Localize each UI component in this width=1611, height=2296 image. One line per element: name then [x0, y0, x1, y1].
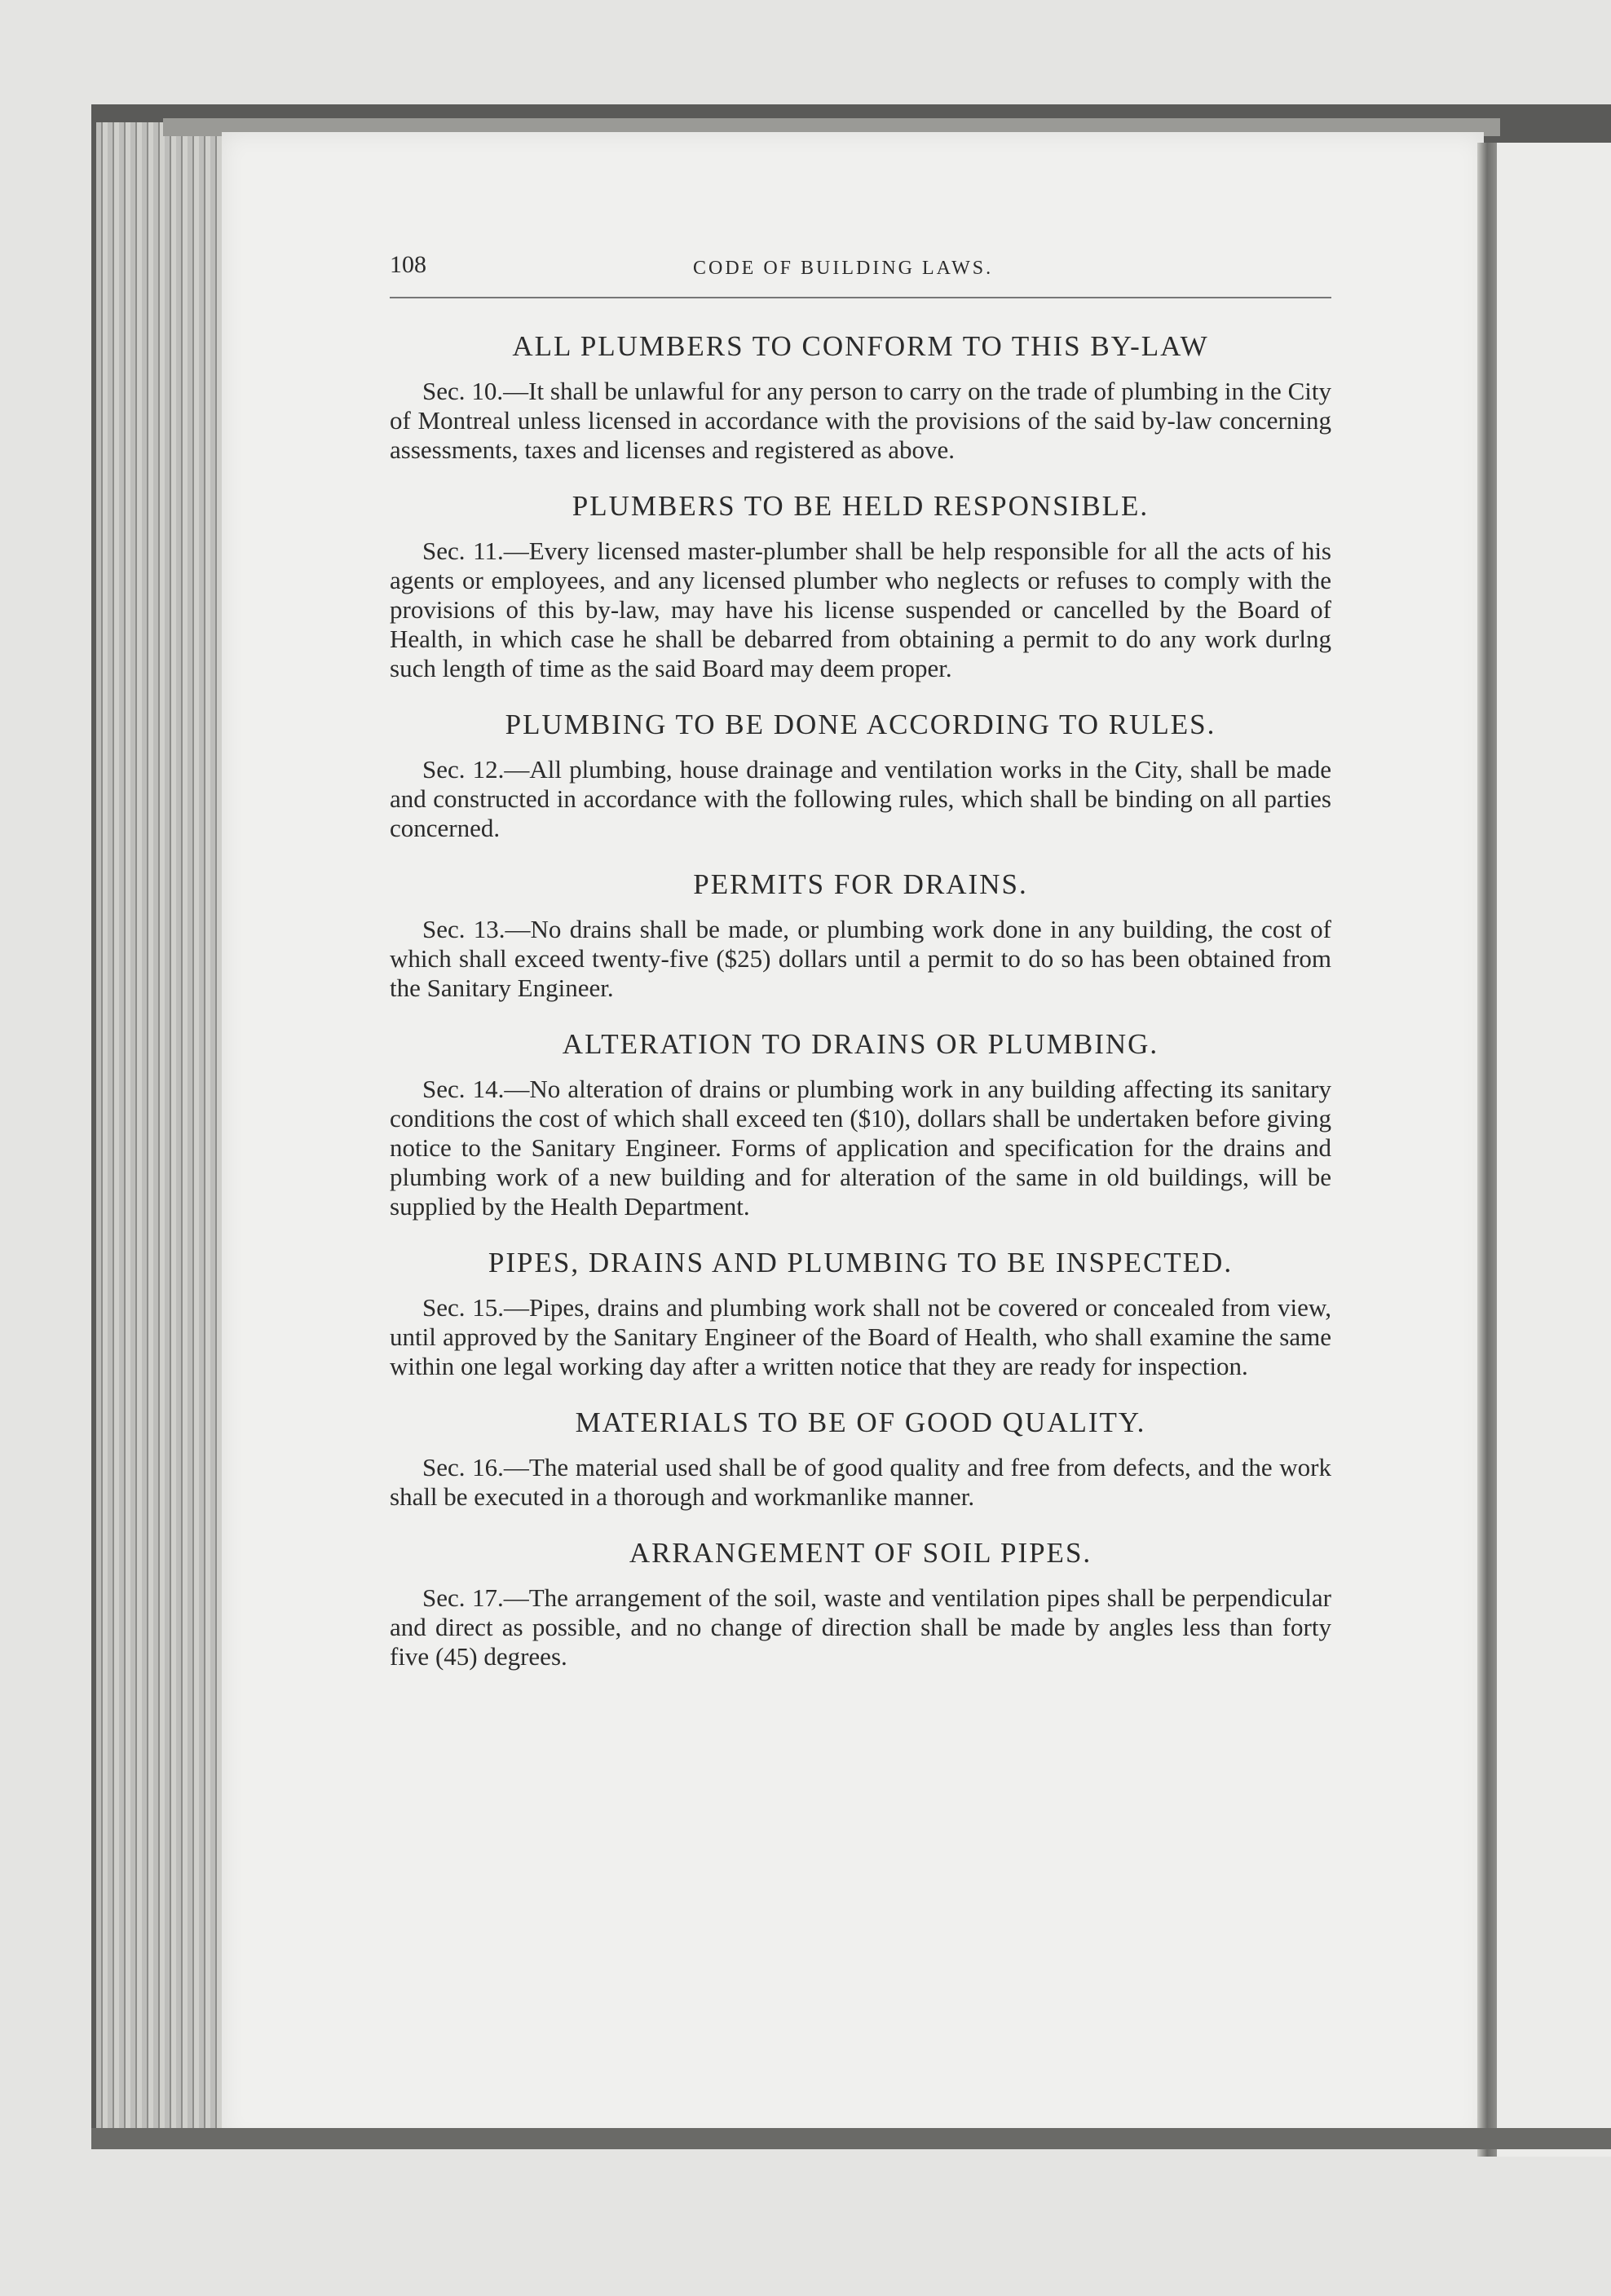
section-text: Sec. 14.—No alteration of drains or plumbing work in any building affecting its sanitary conditions the cost of which shall exceed ten ($10), dollars shall be undertaken before giving notice to the Sanitary Engineer. Forms of application and specification for the drains and plumbing work of a new building and for alteration of the same in old buildings, will be supplied by the Health Department.	[390, 1075, 1331, 1221]
section-heading: ALTERATION TO DRAINS OR PLUMBING.	[562, 1028, 1159, 1060]
section-text: Sec. 16.—The material used shall be of good quality and free from defects, and the work shall be executed in a thorough and workmanlike manner.	[390, 1453, 1331, 1511]
section-heading: PLUMBING TO BE DONE ACCORDING TO RULES.	[505, 709, 1216, 740]
section-13	[390, 868, 1331, 1003]
running-head	[390, 251, 1331, 298]
section-15	[390, 1246, 1331, 1381]
section-11	[390, 489, 1331, 683]
book-bottom-edge	[91, 2128, 1611, 2149]
running-title: CODE OF BUILDING LAWS.	[693, 258, 994, 279]
section-heading: MATERIALS TO BE OF GOOD QUALITY.	[575, 1406, 1146, 1438]
section-14	[390, 1027, 1331, 1221]
section-text: Sec. 17.—The arrangement of the soil, waste and ventilation pipes shall be perpendicular and direct as possible, and no change of direction shall be made by angles less than forty five (45) degrees.	[390, 1583, 1331, 1671]
section-17	[390, 1536, 1331, 1671]
section-text: Sec. 10.—It shall be unlawful for any person to carry on the trade of plumbing in the City of Montreal unless licensed in accordance with the provisions of the said by-law concerning assessments, taxes and licenses and registered as above.	[390, 377, 1331, 464]
section-12	[390, 708, 1331, 843]
section-text: Sec. 15.—Pipes, drains and plumbing work shall not be covered or concealed from view, until approved by the Sanitary Engineer of the Board of Health, who shall examine the same within one legal working day after a written notice that they are ready for inspection.	[390, 1293, 1331, 1380]
section-text: Sec. 11.—Every licensed master-plumber shall be help responsible for all the acts of his agents or employees, and any licensed plumber who neglects or refuses to comply with the provisions of this by-law, may have his license suspended or cancelled by the Board of Health, in which case he shall be debarred from obtaining a permit to do any work durlng such length of time as the said Board may deem proper.	[390, 536, 1331, 682]
facing-page	[1497, 143, 1611, 2157]
section-heading: PLUMBERS TO BE HELD RESPONSIBLE.	[572, 490, 1150, 522]
page-stack-left	[96, 122, 243, 2128]
gutter	[1477, 143, 1497, 2157]
section-10	[390, 329, 1331, 465]
page-number: 108	[390, 251, 426, 278]
section-text: Sec. 13.—No drains shall be made, or plumbing work done in any building, the cost of which shall exceed twenty-five ($25) dollars until a permit to do so has been obtained from the Sanitary Engineer.	[390, 915, 1331, 1002]
section-heading: PERMITS FOR DRAINS.	[693, 868, 1028, 900]
section-heading: PIPES, DRAINS AND PLUMBING TO BE INSPECTED.	[488, 1247, 1234, 1278]
section-text: Sec. 12.—All plumbing, house drainage and ventilation works in the City, shall be made and constructed in accordance with the following rules, which shall be binding on all parties concerned.	[390, 755, 1331, 842]
section-16	[390, 1406, 1331, 1512]
section-heading: ALL PLUMBERS TO CONFORM TO THIS BY-LAW	[512, 330, 1209, 362]
page-content	[390, 251, 1331, 1696]
section-heading: ARRANGEMENT OF SOIL PIPES.	[629, 1537, 1092, 1569]
